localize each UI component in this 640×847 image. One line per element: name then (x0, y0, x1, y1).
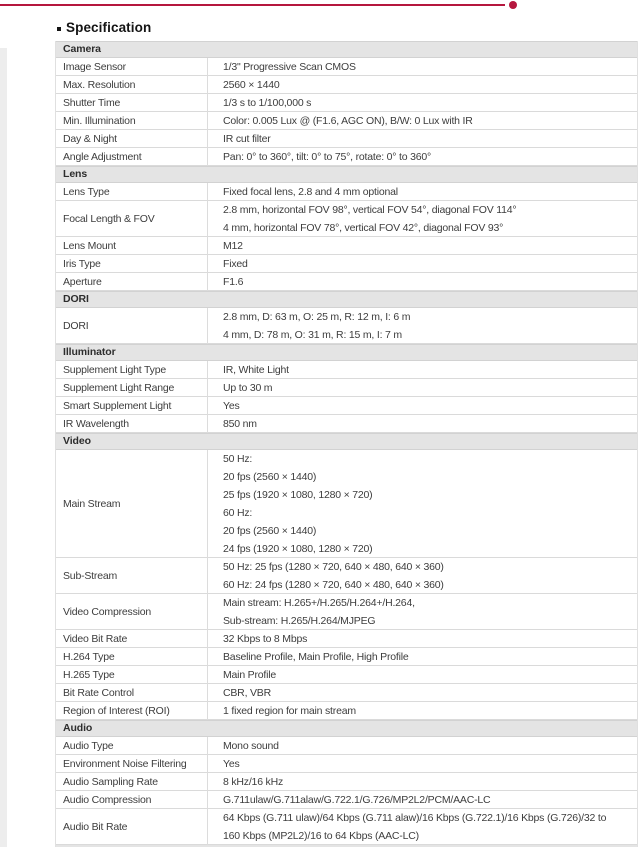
spec-label: Day & Night (56, 130, 208, 148)
spec-row (56, 702, 637, 720)
spec-row (56, 308, 637, 344)
spec-value-line: 64 Kbps (G.711 ulaw)/64 Kbps (G.711 alaw)/16 Kbps (G.722.1)/16 Kbps (G.726)/32 to (223, 812, 607, 824)
spec-value-line: IR, White Light (223, 364, 289, 376)
spec-value (208, 630, 637, 648)
spec-label: Image Sensor (56, 58, 208, 76)
spec-value-line: M12 (223, 240, 243, 252)
spec-value (208, 397, 637, 415)
section-header-camera: Camera (56, 41, 637, 58)
accent-line (0, 4, 505, 6)
spec-label: Shutter Time (56, 94, 208, 112)
spec-value-line: Main stream: H.265+/H.265/H.264+/H.264, (223, 597, 415, 609)
page-edge-shading (0, 48, 7, 847)
spec-value (208, 379, 637, 397)
accent-dot-icon (509, 1, 517, 9)
spec-value-line: Up to 30 m (223, 382, 273, 394)
spec-value-line: 8 kHz/16 kHz (223, 776, 284, 788)
spec-value-line: Fixed focal lens, 2.8 and 4 mm optional (223, 186, 398, 198)
spec-label: Supplement Light Type (56, 361, 208, 379)
spec-label: Audio Compression (56, 791, 208, 809)
spec-row (56, 361, 637, 379)
spec-value (208, 273, 637, 291)
spec-value (208, 308, 637, 344)
spec-value-line: 50 Hz: (223, 453, 253, 465)
spec-value-line: G.711ulaw/G.711alaw/G.722.1/G.726/MP2L2/PCM/AAC-LC (223, 794, 491, 806)
spec-value-line: 32 Kbps to 8 Mbps (223, 633, 308, 645)
spec-value (208, 666, 637, 684)
spec-value-line: 60 Hz: 24 fps (1280 × 720, 640 × 480, 640 × 360) (223, 579, 444, 591)
spec-label: Iris Type (56, 255, 208, 273)
spec-value-line: F1.6 (223, 276, 244, 288)
spec-value-line: Main Profile (223, 669, 277, 681)
spec-value-line: 50 Hz: 25 fps (1280 × 720, 640 × 480, 640 × 360) (223, 561, 444, 573)
spec-row (56, 94, 637, 112)
spec-row (56, 130, 637, 148)
spec-value-line: CBR, VBR (223, 687, 271, 699)
spec-row (56, 112, 637, 130)
spec-row (56, 450, 637, 558)
spec-label: Aperture (56, 273, 208, 291)
spec-label: Smart Supplement Light (56, 397, 208, 415)
spec-label: Sub-Stream (56, 558, 208, 594)
section-header-audio: Audio (56, 720, 637, 737)
spec-value (208, 558, 637, 594)
spec-value-line: 2.8 mm, D: 63 m, O: 25 m, R: 12 m, I: 6 m (223, 311, 411, 323)
spec-row (56, 379, 637, 397)
spec-label: IR Wavelength (56, 415, 208, 433)
spec-label: Video Compression (56, 594, 208, 630)
spec-label: Bit Rate Control (56, 684, 208, 702)
section-header-illuminator: Illuminator (56, 344, 637, 361)
spec-value (208, 94, 637, 112)
spec-label: Min. Illumination (56, 112, 208, 130)
spec-value (208, 112, 637, 130)
spec-value (208, 594, 637, 630)
spec-value-line: Pan: 0° to 360°, tilt: 0° to 75°, rotate: 0° to 360° (223, 151, 432, 163)
spec-label: Main Stream (56, 450, 208, 558)
spec-table (55, 41, 638, 847)
spec-value-line: 20 fps (2560 × 1440) (223, 525, 317, 537)
spec-label: Max. Resolution (56, 76, 208, 94)
spec-value-line: Yes (223, 400, 240, 412)
section-header-dori: DORI (56, 291, 637, 308)
bullet-icon (57, 27, 61, 31)
spec-row (56, 558, 637, 594)
spec-value (208, 415, 637, 433)
spec-row (56, 594, 637, 630)
spec-label: Focal Length & FOV (56, 201, 208, 237)
spec-row (56, 183, 637, 201)
spec-row (56, 737, 637, 755)
spec-value (208, 450, 637, 558)
spec-value (208, 809, 637, 845)
spec-value (208, 755, 637, 773)
spec-label: Supplement Light Range (56, 379, 208, 397)
page-title: Specification (66, 20, 152, 35)
spec-label: Audio Sampling Rate (56, 773, 208, 791)
section-header-video: Video (56, 433, 637, 450)
spec-value (208, 130, 637, 148)
spec-row (56, 684, 637, 702)
spec-value-line: 25 fps (1920 × 1080, 1280 × 720) (223, 489, 373, 501)
spec-value (208, 737, 637, 755)
spec-value-line: 160 Kbps (MP2L2)/16 to 64 Kbps (AAC-LC) (223, 830, 419, 842)
spec-value-line: Yes (223, 758, 240, 770)
spec-row (56, 273, 637, 291)
spec-value-line: Fixed (223, 258, 248, 270)
spec-row (56, 76, 637, 94)
spec-label: Video Bit Rate (56, 630, 208, 648)
spec-row (56, 58, 637, 76)
spec-value (208, 255, 637, 273)
spec-label: Audio Type (56, 737, 208, 755)
spec-value (208, 684, 637, 702)
spec-value-line: 1/3 s to 1/100,000 s (223, 97, 312, 109)
spec-row (56, 148, 637, 166)
section-header-lens: Lens (56, 166, 637, 183)
spec-row (56, 255, 637, 273)
spec-row (56, 809, 637, 845)
spec-value-line: IR cut filter (223, 133, 271, 145)
spec-row (56, 755, 637, 773)
spec-value (208, 773, 637, 791)
spec-value-line: 60 Hz: (223, 507, 253, 519)
spec-value-line: 4 mm, horizontal FOV 78°, vertical FOV 42°, diagonal FOV 93° (223, 222, 504, 234)
spec-label: Angle Adjustment (56, 148, 208, 166)
spec-row (56, 201, 637, 237)
spec-label: H.264 Type (56, 648, 208, 666)
spec-value-line: 2560 × 1440 (223, 79, 280, 91)
spec-row (56, 237, 637, 255)
spec-value-line: 24 fps (1920 × 1080, 1280 × 720) (223, 543, 373, 555)
spec-value (208, 148, 637, 166)
spec-value (208, 237, 637, 255)
spec-value-line: Mono sound (223, 740, 279, 752)
spec-value (208, 76, 637, 94)
spec-value-line: 4 mm, D: 78 m, O: 31 m, R: 15 m, I: 7 m (223, 329, 402, 341)
spec-label: DORI (56, 308, 208, 344)
spec-label: Environment Noise Filtering (56, 755, 208, 773)
spec-value-line: Sub-stream: H.265/H.264/MJPEG (223, 615, 376, 627)
spec-value-line: 1/3" Progressive Scan CMOS (223, 61, 356, 73)
spec-label: H.265 Type (56, 666, 208, 684)
spec-row (56, 415, 637, 433)
spec-value (208, 791, 637, 809)
spec-row (56, 630, 637, 648)
spec-row (56, 773, 637, 791)
spec-value (208, 58, 637, 76)
spec-value-line: 20 fps (2560 × 1440) (223, 471, 317, 483)
spec-row (56, 666, 637, 684)
spec-row (56, 791, 637, 809)
spec-label: Lens Mount (56, 237, 208, 255)
spec-value-line: 2.8 mm, horizontal FOV 98°, vertical FOV 54°, diagonal FOV 114° (223, 204, 517, 216)
spec-label: Lens Type (56, 183, 208, 201)
spec-value (208, 648, 637, 666)
spec-label: Audio Bit Rate (56, 809, 208, 845)
spec-value (208, 702, 637, 720)
spec-row (56, 648, 637, 666)
spec-value (208, 201, 637, 237)
spec-value-line: 1 fixed region for main stream (223, 705, 356, 717)
spec-row (56, 397, 637, 415)
spec-value (208, 183, 637, 201)
spec-value (208, 361, 637, 379)
spec-value-line: Baseline Profile, Main Profile, High Profile (223, 651, 409, 663)
spec-label: Region of Interest (ROI) (56, 702, 208, 720)
spec-value-line: Color: 0.005 Lux @ (F1.6, AGC ON), B/W: 0 Lux with IR (223, 115, 473, 127)
spec-value-line: 850 nm (223, 418, 257, 430)
